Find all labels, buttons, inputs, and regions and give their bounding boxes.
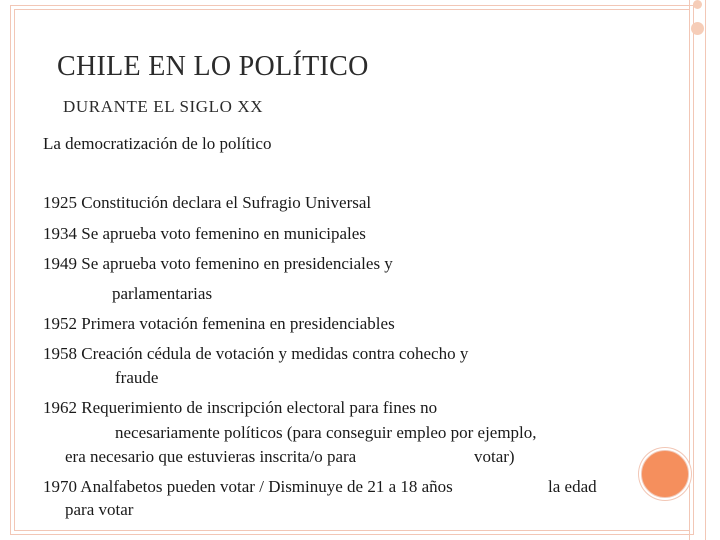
timeline-1970: 1970 Analfabetos pueden votar / Disminuye de 21 a 18 años	[43, 477, 453, 496]
decor-circle-accent	[641, 450, 689, 498]
decor-dot-small	[691, 22, 704, 35]
timeline-1949: 1949 Se aprueba voto femenino en presidenciales y	[43, 254, 393, 273]
timeline-1970-tail: la edad	[548, 477, 597, 496]
timeline-1962-cont-c: votar)	[474, 447, 515, 466]
timeline-1962: 1962 Requerimiento de inscripción electoral para fines no	[43, 398, 438, 417]
slide-subtitle: DURANTE EL SIGLO XX	[63, 97, 264, 116]
decor-rail-right	[705, 0, 706, 540]
timeline-1958: 1958 Creación cédula de votación y medidas contra cohecho y	[43, 344, 469, 363]
timeline-1934: 1934 Se aprueba voto femenino en municipales	[43, 224, 366, 243]
timeline-1962-cont-a: necesariamente políticos (para conseguir empleo por ejemplo,	[115, 423, 537, 442]
timeline-1925: 1925 Constitución declara el Sufragio Universal	[43, 193, 372, 212]
timeline-1949-cont: parlamentarias	[112, 284, 213, 303]
slide-title: CHILE EN LO POLÍTICO	[57, 51, 369, 82]
section-heading: La democratización de lo político	[43, 134, 272, 153]
decor-rail-left	[689, 0, 690, 540]
timeline-1962-cont-b: era necesario que estuvieras inscrita/o para	[65, 447, 357, 466]
timeline-1952: 1952 Primera votación femenina en presidenciables	[43, 314, 395, 333]
decor-dot-top	[693, 0, 702, 9]
timeline-1970-cont: para votar	[65, 500, 134, 519]
timeline-1958-cont: fraude	[115, 368, 159, 387]
